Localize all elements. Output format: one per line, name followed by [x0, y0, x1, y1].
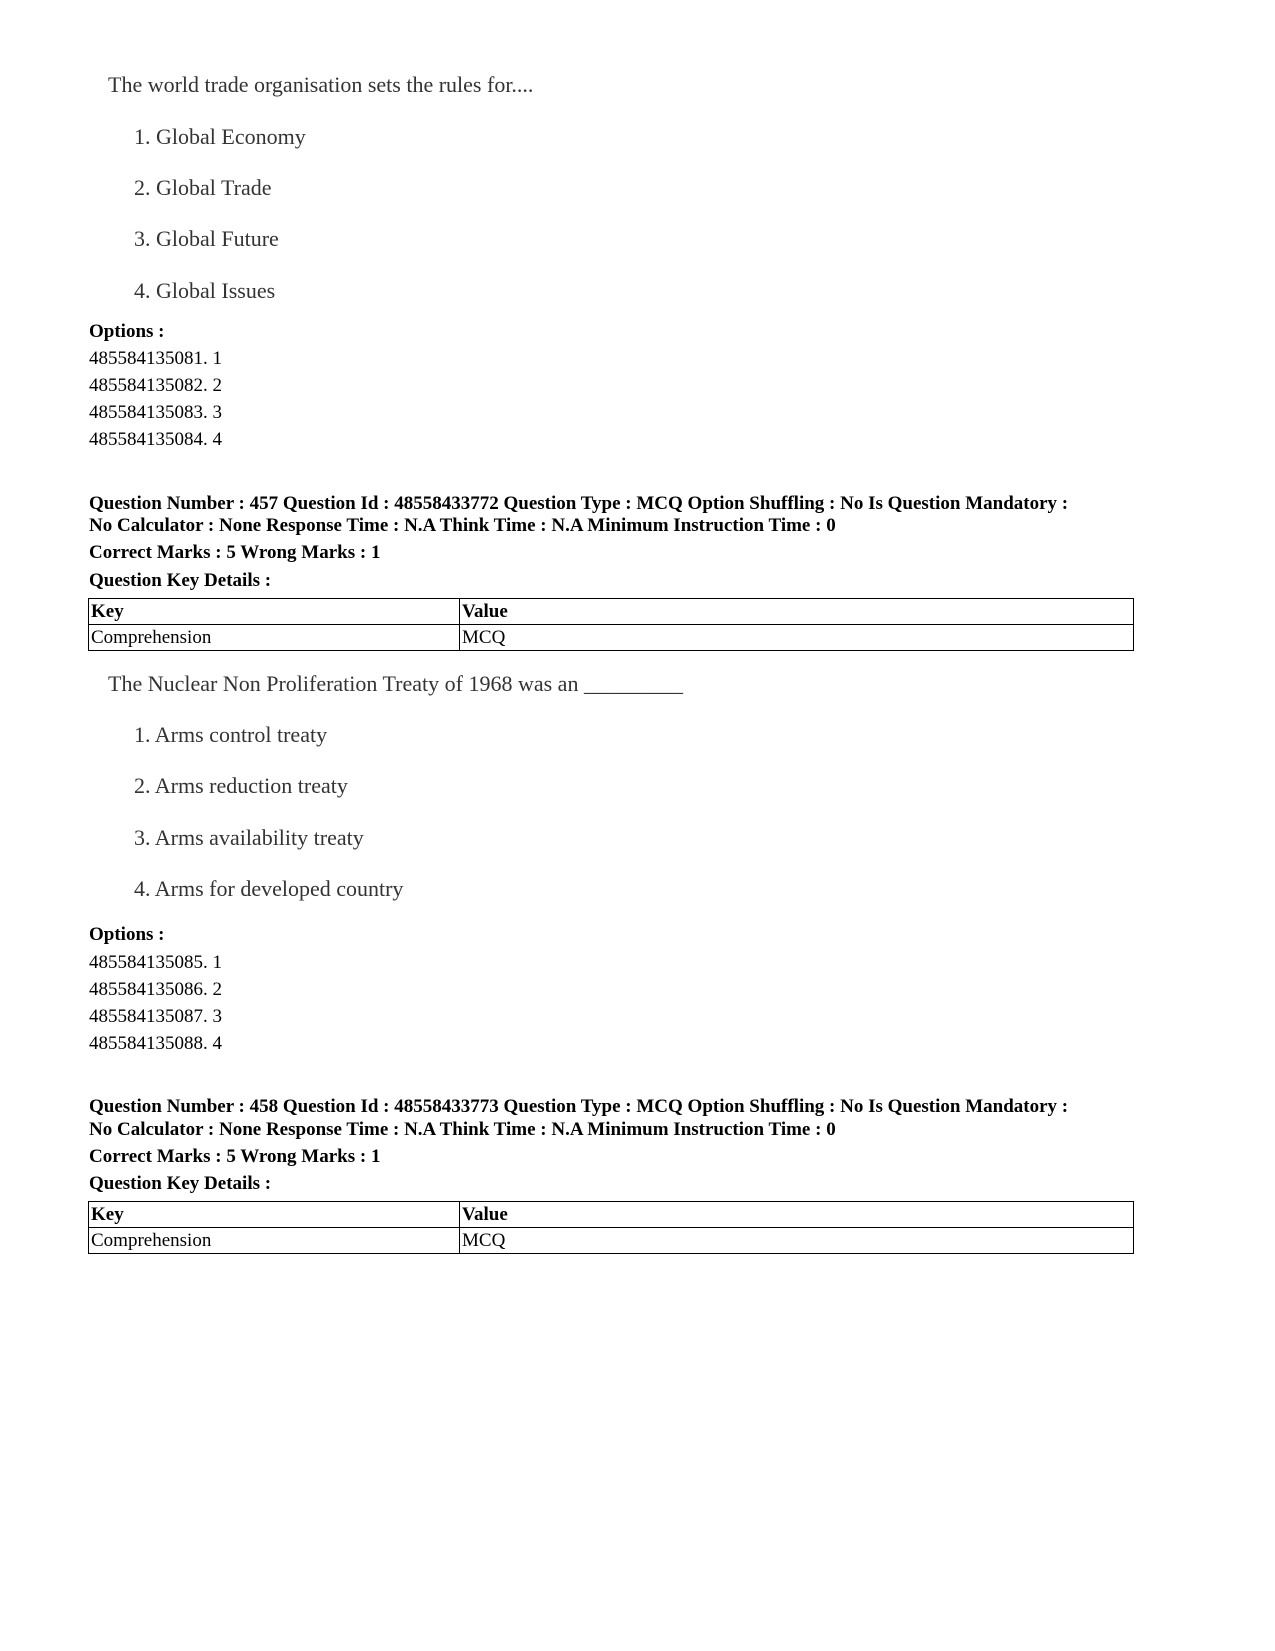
table-header-key: Key — [89, 1202, 460, 1228]
option-item: 485584135087. 3 — [89, 1006, 222, 1027]
question-choice: 1. Arms control treaty — [134, 722, 328, 747]
table-cell-value: MCQ — [460, 1228, 1134, 1254]
key-details-table — [88, 598, 1134, 651]
question-choice: 1. Global Economy — [134, 124, 306, 149]
table-cell-key: Comprehension — [89, 1228, 460, 1254]
table-header-row — [89, 599, 1134, 625]
option-item: 485584135083. 3 — [89, 402, 222, 423]
key-details-label: Question Key Details : — [89, 570, 272, 591]
question-choice: 4. Global Issues — [134, 278, 276, 303]
options-label: Options : — [89, 924, 165, 945]
options-label: Options : — [89, 321, 165, 342]
table-header-value: Value — [460, 1202, 1134, 1228]
table-cell-key: Comprehension — [89, 625, 460, 651]
option-item: 485584135086. 2 — [89, 979, 222, 1000]
table-header-key: Key — [89, 599, 460, 625]
table-header-row — [89, 1202, 1134, 1228]
table-cell-value: MCQ — [460, 625, 1134, 651]
option-item: 485584135081. 1 — [89, 348, 222, 369]
table-row — [89, 1228, 1134, 1254]
question-marks: Correct Marks : 5 Wrong Marks : 1 — [89, 542, 381, 563]
question-meta-line: No Calculator : None Response Time : N.A Think Time : N.A Minimum Instruction Time : 0 — [89, 515, 836, 536]
option-item: 485584135085. 1 — [89, 952, 222, 973]
question-choice: 2. Global Trade — [134, 175, 272, 200]
option-item: 485584135088. 4 — [89, 1033, 222, 1054]
question-stem: The Nuclear Non Proliferation Treaty of 1968 was an _________ — [108, 671, 683, 696]
key-details-label: Question Key Details : — [89, 1173, 272, 1194]
key-details-table — [88, 1201, 1134, 1254]
table-row — [89, 625, 1134, 651]
question-stem: The world trade organisation sets the rules for.... — [108, 72, 534, 97]
option-item: 485584135084. 4 — [89, 429, 222, 450]
question-choice: 3. Global Future — [134, 226, 279, 251]
question-choice: 3. Arms availability treaty — [134, 825, 364, 850]
question-choice: 4. Arms for developed country — [134, 876, 404, 901]
table-header-value: Value — [460, 599, 1134, 625]
question-choice: 2. Arms reduction treaty — [134, 773, 348, 798]
question-meta-line: Question Number : 457 Question Id : 48558433772 Question Type : MCQ Option Shuffling : No Is Question Mandatory : — [89, 493, 1069, 514]
option-item: 485584135082. 2 — [89, 375, 222, 396]
question-meta-line: No Calculator : None Response Time : N.A Think Time : N.A Minimum Instruction Time : 0 — [89, 1119, 836, 1140]
question-meta-line: Question Number : 458 Question Id : 48558433773 Question Type : MCQ Option Shuffling : No Is Question Mandatory : — [89, 1096, 1069, 1117]
question-marks: Correct Marks : 5 Wrong Marks : 1 — [89, 1146, 381, 1167]
